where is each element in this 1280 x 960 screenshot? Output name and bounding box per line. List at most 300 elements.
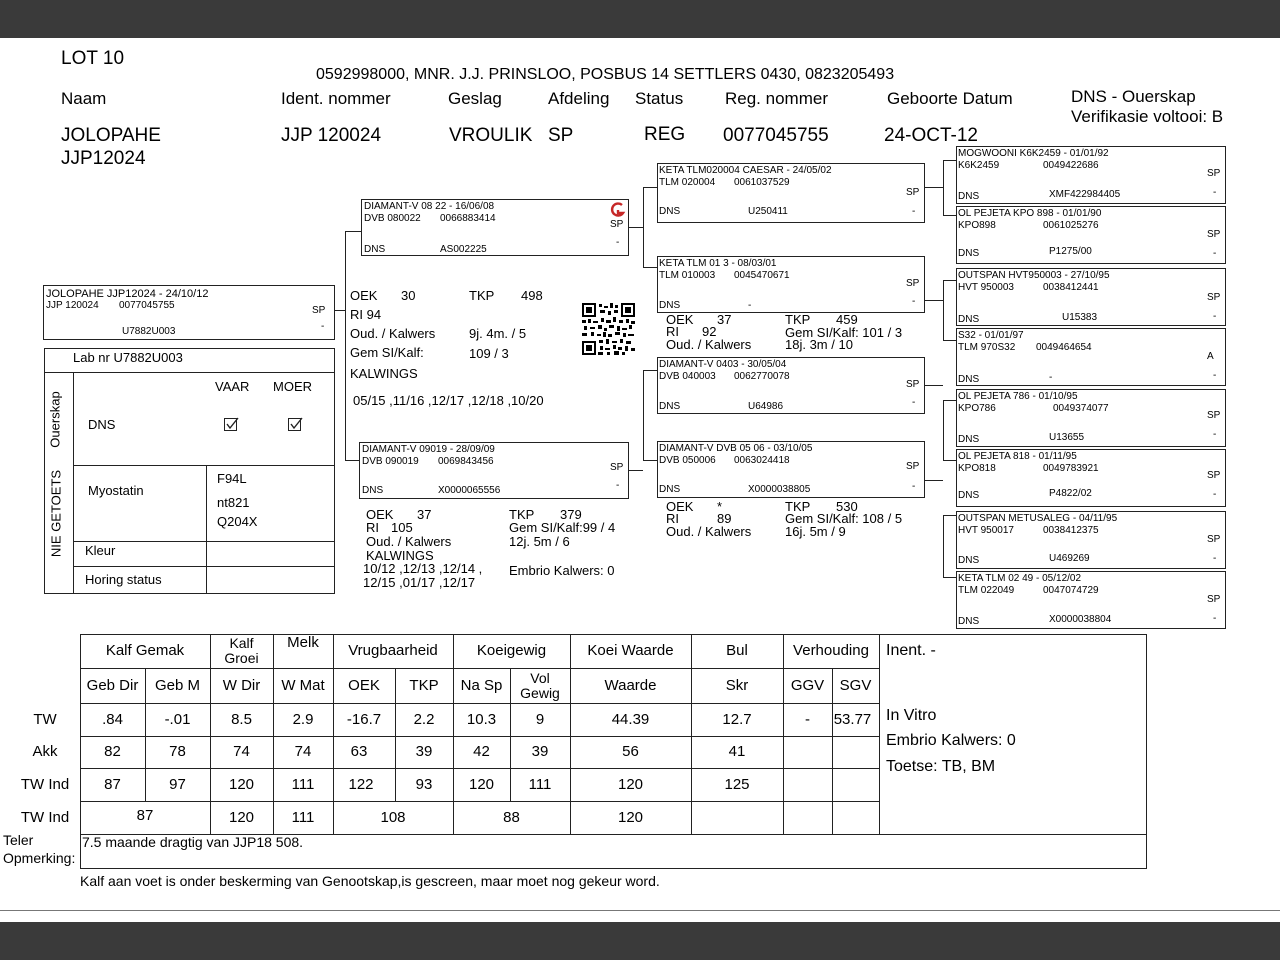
- grandparent-box: [657, 357, 925, 414]
- table-cell: .84: [102, 710, 123, 728]
- gp-dns: U250411: [748, 206, 788, 217]
- subheader: Vol Gewig: [520, 669, 560, 701]
- dam-reg: 0069843456: [438, 456, 494, 467]
- ggp-title: KETA TLM 02 49 - 05/12/02: [958, 573, 1082, 584]
- dam-kalwings-label: KALWINGS: [366, 548, 434, 563]
- gp-oud-value: 16j. 5m / 9: [785, 524, 846, 539]
- footer-note: Kalf aan voet is onder beskerming van Genootskap,is gescreen, maar moet nog gekeur word.: [80, 873, 660, 889]
- moer-checkbox[interactable]: [288, 418, 301, 431]
- ggp-dns-label: DNS: [958, 191, 980, 202]
- value-naam-code: JJP12024: [61, 148, 146, 169]
- oud-value: 9j. 4m. / 5: [469, 326, 527, 341]
- table-cell: 93: [415, 775, 433, 793]
- gp-title: KETA TLM 01 3 - 08/03/01: [659, 258, 777, 269]
- ggp-title: OL PEJETA 786 - 01/10/95: [958, 391, 1078, 402]
- kalwings-label: KALWINGS: [350, 366, 418, 381]
- gp-tkp-label: TKP: [785, 499, 811, 514]
- pedigree-connector: [943, 400, 956, 401]
- gp-dns-label: DNS: [659, 401, 681, 412]
- subheader: TKP: [409, 676, 439, 694]
- animal-dash: -: [321, 321, 325, 332]
- ggp-breed: A: [1207, 351, 1214, 362]
- table-cell: 44.39: [611, 710, 650, 728]
- ggp-dash: -: [1213, 187, 1217, 198]
- dam-ri-value: 105: [391, 520, 413, 535]
- table-cell: 41: [728, 743, 746, 761]
- gp-id: TLM 020004: [659, 177, 716, 188]
- ggp-dns-label: DNS: [958, 555, 980, 566]
- subheader: Skr: [725, 676, 749, 694]
- ggp-dns: X0000038804: [1049, 614, 1112, 625]
- group-header: Verhouding: [793, 642, 869, 660]
- group-header: Koeigewig: [476, 642, 547, 660]
- table-cell: 56: [622, 743, 639, 761]
- gp-oud-value: 18j. 3m / 10: [785, 337, 853, 352]
- table-cell: 88: [503, 808, 520, 826]
- subheader: Waarde: [604, 676, 657, 694]
- table-cell: 97: [169, 775, 186, 793]
- table-cell: 9: [535, 710, 545, 728]
- ggp-title: OUTSPAN HVT950003 - 27/10/95: [958, 270, 1110, 281]
- table-cell: 39: [531, 743, 549, 761]
- kleur-label: Kleur: [85, 543, 116, 558]
- opmerking-label: Opmerking:: [3, 850, 76, 866]
- ggp-dns: U13655: [1049, 432, 1085, 443]
- table-cell: 82: [104, 743, 121, 761]
- ggp-reg: 0061025276: [1043, 220, 1099, 231]
- ggp-dash: -: [1213, 248, 1217, 259]
- gp-dns: X0000038805: [748, 484, 811, 495]
- gp-gem: Gem SI/Kalf: 108 / 5: [785, 511, 903, 526]
- table-cell: -.01: [164, 710, 191, 728]
- dam-kalwings-dates-2: 12/15 ,01/17 ,12/17: [363, 575, 476, 590]
- pedigree-connector: [629, 470, 643, 471]
- dns-verify: Verifikasie voltooi: B: [1071, 107, 1224, 126]
- label-ident: Ident. nommer: [281, 89, 391, 108]
- grandparent-box: [657, 163, 925, 223]
- dam-oek-label: OEK: [366, 507, 394, 522]
- row-label: TW Ind: [20, 775, 70, 793]
- sire-reg: 0066883414: [440, 213, 496, 224]
- pedigree-connector: [943, 280, 956, 281]
- teler-label: Teler: [3, 832, 34, 848]
- table-cell: 120: [228, 808, 255, 826]
- value-geboorte: 24-OCT-12: [884, 125, 978, 146]
- sire-dash: -: [616, 237, 620, 248]
- animal-breed: SP: [312, 305, 326, 316]
- dam-oud-label: Oud. / Kalwers: [366, 534, 452, 549]
- ggp-id: KPO786: [958, 403, 996, 414]
- label-reg: Reg. nommer: [725, 89, 828, 108]
- table-cell: 53.77: [833, 710, 872, 728]
- ggp-dns-label: DNS: [958, 434, 980, 445]
- dam-kalwings-dates-1: 10/12 ,12/13 ,12/14 ,: [363, 561, 483, 576]
- lab-rule: [73, 541, 335, 542]
- in-vitro: In Vitro: [886, 707, 937, 724]
- gp-dash: -: [912, 296, 916, 307]
- value-geslag: VROULIK: [449, 125, 533, 146]
- ggp-id: KPO898: [958, 220, 996, 231]
- oek-value: 30: [401, 288, 416, 303]
- ggp-dns-label: DNS: [958, 314, 980, 325]
- gp-reg: 0045470671: [734, 270, 790, 281]
- table-cell: 10.3: [466, 710, 497, 728]
- label-naam: Naam: [61, 89, 107, 108]
- gp-ri-label: RI: [666, 324, 679, 339]
- dam-box: [359, 442, 629, 499]
- group-header: Kalf Groei: [224, 635, 259, 666]
- gp-reg: 0062770078: [734, 371, 790, 382]
- gp-breed: SP: [906, 461, 920, 472]
- sheet-divider: [0, 910, 1280, 911]
- ggp-dash: -: [1213, 613, 1217, 624]
- subheader: Geb Dir: [86, 676, 139, 694]
- table-cell: 120: [228, 775, 255, 793]
- ggp-dash: -: [1213, 429, 1217, 440]
- dam-dns: X0000065556: [438, 485, 501, 496]
- value-status: REG: [644, 124, 686, 145]
- subheader: OEK: [348, 676, 380, 694]
- pedigree-connector: [943, 160, 956, 161]
- great-grandparent-box: [956, 511, 1226, 569]
- gp-breed: SP: [906, 278, 920, 289]
- pedigree-connector: [943, 515, 944, 577]
- lot-number: LOT 10: [61, 48, 125, 69]
- gp-id: DVB 050006: [659, 455, 716, 466]
- table-cell: 42: [473, 743, 490, 761]
- ggp-title: OL PEJETA 818 - 01/11/95: [958, 451, 1077, 462]
- table-cell: 87: [104, 775, 121, 793]
- ggp-reg: 0049374077: [1053, 403, 1109, 414]
- group-header: Melk: [287, 634, 319, 652]
- myostatin-value-2: nt821: [217, 495, 250, 510]
- value-naam: JOLOPAHE: [61, 125, 161, 146]
- table-cell: -: [805, 710, 810, 728]
- gp-reg: 0061037529: [734, 177, 790, 188]
- pedigree-connector: [925, 187, 943, 188]
- pedigree-connector: [643, 187, 657, 188]
- ggp-dns: P4822/02: [1049, 488, 1092, 499]
- gem-value: 109 / 3: [469, 346, 509, 361]
- pedigree-connector: [345, 231, 346, 460]
- ggp-id: HVT 950003: [958, 282, 1014, 293]
- dam-breed: SP: [610, 462, 624, 473]
- lab-rule-vertical: [73, 373, 74, 594]
- gp-dns-label: DNS: [659, 300, 681, 311]
- great-grandparent-box: [956, 268, 1226, 326]
- table-cell: 39: [415, 743, 433, 761]
- table-cell: 12.7: [722, 710, 752, 728]
- pedigree-connector: [943, 280, 944, 340]
- dam-embrio: Embrio Kalwers: 0: [509, 563, 615, 578]
- ggp-dns-label: DNS: [958, 490, 980, 501]
- pedigree-connector: [943, 160, 944, 215]
- dns-title: DNS - Ouerskap: [1071, 87, 1196, 106]
- ggp-dns: -: [1049, 372, 1053, 383]
- table-cell: 74: [233, 743, 250, 761]
- ggp-title: OUTSPAN METUSALEG - 04/11/95: [958, 513, 1118, 524]
- subheader: W Mat: [281, 676, 325, 694]
- ggp-breed: SP: [1207, 534, 1221, 545]
- group-header: Koei Waarde: [587, 642, 674, 660]
- pedigree-connector: [925, 480, 943, 481]
- ggp-id: TLM 022049: [958, 585, 1015, 596]
- great-grandparent-box: [956, 146, 1226, 204]
- oek-label: OEK: [350, 288, 378, 303]
- ggp-dash: -: [1213, 370, 1217, 381]
- value-afdeling: SP: [548, 125, 574, 146]
- vaar-checkbox[interactable]: [224, 418, 237, 431]
- ggp-dns-label: DNS: [958, 374, 980, 385]
- dns-row-label: DNS: [88, 417, 116, 432]
- subheader: W Dir: [222, 676, 261, 694]
- gp-title: DIAMANT-V 0403 - 30/05/04: [659, 359, 787, 370]
- table-cell: 74: [294, 743, 312, 761]
- sire-id: DVB 080022: [364, 213, 421, 224]
- table-cell: 125: [724, 775, 750, 793]
- dam-oek-value: 37: [417, 507, 432, 522]
- animal-box: [43, 285, 335, 340]
- group-header: Kalf Gemak: [105, 642, 185, 660]
- gp-tkp-value: 459: [836, 312, 858, 327]
- pedigree-connector: [943, 340, 956, 341]
- table-cell: 8.5: [231, 710, 252, 728]
- sire-dns-label: DNS: [364, 244, 386, 255]
- ggp-reg: 0047074729: [1043, 585, 1099, 596]
- table-cell: 78: [169, 743, 186, 761]
- gp-title: KETA TLM020004 CAESAR - 24/05/02: [659, 165, 832, 176]
- gp-dash: -: [912, 481, 916, 492]
- ggp-id: HVT 950017: [958, 525, 1014, 536]
- remark-text: 7.5 maande dragtig van JJP18 508.: [82, 834, 304, 850]
- dam-dns-label: DNS: [362, 485, 384, 496]
- gp-dns: U64986: [748, 401, 784, 412]
- pedigree-connector: [335, 310, 345, 311]
- ggp-reg: 0038412441: [1043, 282, 1099, 293]
- gp-dns: -: [748, 300, 752, 311]
- ggp-id: TLM 970S32: [958, 342, 1016, 353]
- gp-breed: SP: [906, 379, 920, 390]
- dam-title: DIAMANT-V 09019 - 28/09/09: [362, 444, 495, 455]
- pedigree-connector: [943, 400, 944, 460]
- table-cell: 111: [291, 808, 315, 826]
- vaar-header: VAAR: [215, 379, 250, 394]
- grandparent-box: [657, 256, 925, 313]
- row-label: TW Ind: [20, 808, 70, 826]
- table-cell: 120: [617, 808, 644, 826]
- table-cell: -16.7: [346, 710, 382, 728]
- ggp-dns: U15383: [1062, 312, 1098, 323]
- gp-oud-label: Oud. / Kalwers: [666, 337, 752, 352]
- pedigree-connector: [925, 385, 943, 386]
- table-cell: 120: [468, 775, 495, 793]
- animal-dns: U7882U003: [122, 326, 176, 337]
- label-geboorte: Geboorte Datum: [887, 89, 1013, 108]
- gp-oud-label: Oud. / Kalwers: [666, 524, 752, 539]
- ggp-id: K6K2459: [958, 160, 1000, 171]
- dam-id: DVB 090019: [362, 456, 419, 467]
- gp-ri-value: 89: [717, 511, 732, 526]
- ggp-title: OL PEJETA KPO 898 - 01/01/90: [958, 208, 1102, 219]
- dam-oud-value: 12j. 5m / 6: [509, 534, 570, 549]
- subheader: Na Sp: [460, 676, 503, 694]
- pedigree-connector: [925, 300, 943, 301]
- nie-getoets-label: NIE GETOETS: [48, 469, 64, 558]
- table-cell: 2.2: [413, 710, 435, 728]
- gp-breed: SP: [906, 187, 920, 198]
- dam-dash: -: [616, 480, 620, 491]
- pedigree-connector: [643, 370, 644, 460]
- gp-dash: -: [912, 206, 916, 217]
- pedigree-connector: [943, 577, 956, 578]
- kalwings-dates: 05/15 ,11/16 ,12/17 ,12/18 ,10/20: [353, 393, 544, 408]
- gp-dns-label: DNS: [659, 484, 681, 495]
- value-reg: 0077045755: [723, 125, 829, 146]
- sire-breed: SP: [610, 219, 624, 230]
- gp-dns-label: DNS: [659, 206, 681, 217]
- table-cell: 63: [350, 743, 368, 761]
- myostatin-value-3: Q204X: [217, 514, 258, 529]
- lab-rule: [44, 372, 335, 373]
- ggp-dns: U469269: [1049, 553, 1090, 564]
- embrio-kalwers: Embrio Kalwers: 0: [886, 732, 1016, 749]
- animal-title: JOLOPAHE JJP12024 - 24/10/12: [46, 288, 209, 300]
- pedigree-connector: [629, 227, 643, 228]
- gp-tkp-label: TKP: [785, 312, 811, 327]
- dam-ri-label: RI: [366, 520, 379, 535]
- pedigree-connector: [643, 267, 657, 268]
- group-header: Vrugbaarheid: [348, 642, 438, 660]
- toetse: Toetse: TB, BM: [886, 758, 996, 775]
- gem-label: Gem SI/Kalf:: [350, 345, 424, 360]
- great-grandparent-box: [956, 206, 1226, 264]
- gp-ri-label: RI: [666, 511, 679, 526]
- oud-label: Oud. / Kalwers: [350, 326, 436, 341]
- ggp-breed: SP: [1207, 292, 1221, 303]
- gp-ri-value: 92: [702, 324, 717, 339]
- sire-title: DIAMANT-V 08 22 - 16/06/08: [364, 201, 495, 212]
- table-cell: 120: [617, 775, 644, 793]
- sire-dns: AS002225: [440, 244, 487, 255]
- gp-reg: 0063024418: [734, 455, 790, 466]
- pedigree-connector: [643, 370, 657, 371]
- pedigree-connector: [643, 187, 644, 267]
- table-cell: 2.9: [292, 710, 314, 728]
- ggp-reg: 0049464654: [1036, 342, 1092, 353]
- dam-tkp-label: TKP: [509, 507, 535, 522]
- gp-gem: Gem SI/Kalf: 101 / 3: [785, 325, 903, 340]
- lab-nr: Lab nr U7882U003: [73, 350, 183, 365]
- animal-ident: JJP 120024: [46, 300, 99, 311]
- gp-title: DIAMANT-V DVB 05 06 - 03/10/05: [659, 443, 813, 454]
- lab-rule: [73, 566, 335, 567]
- gp-id: TLM 010003: [659, 270, 716, 281]
- table-cell: 111: [291, 775, 315, 793]
- label-afdeling: Afdeling: [548, 89, 610, 108]
- ggp-id: KPO818: [958, 463, 996, 474]
- ggp-dash: -: [1213, 489, 1217, 500]
- value-ident: JJP 120024: [281, 125, 382, 146]
- ggp-title: S32 - 01/01/97: [958, 330, 1024, 341]
- gp-oek-value: 37: [717, 312, 732, 327]
- ggp-title: MOGWOONI K6K2459 - 01/01/92: [958, 148, 1109, 159]
- ggp-breed: SP: [1207, 168, 1221, 179]
- table-cell: 111: [528, 775, 552, 793]
- subheader: Geb M: [154, 676, 200, 694]
- great-grandparent-box: [956, 328, 1226, 386]
- horing-label: Horing status: [85, 572, 162, 587]
- ouerskap-label: Ouerskap: [47, 391, 63, 448]
- inent: Inent. -: [886, 642, 936, 659]
- animal-reg: 0077045755: [119, 300, 175, 311]
- pedigree-connector: [943, 215, 956, 216]
- great-grandparent-box: [956, 571, 1226, 629]
- bottom-bar: [0, 922, 1280, 960]
- gp-oek-label: OEK: [666, 499, 694, 514]
- ggp-dash: -: [1213, 311, 1217, 322]
- subheader: GGV: [790, 676, 825, 694]
- gp-tkp-value: 530: [836, 499, 858, 514]
- pedigree-connector: [943, 515, 956, 516]
- ggp-dns-label: DNS: [958, 616, 980, 627]
- table-cell: 108: [380, 808, 406, 826]
- ggp-breed: SP: [1207, 229, 1221, 240]
- pedigree-connector: [943, 460, 956, 461]
- ggp-reg: 0049783921: [1043, 463, 1099, 474]
- table-cell: 122: [348, 775, 374, 793]
- lab-rule-vertical: [206, 466, 207, 594]
- myostatin-value-1: F94L: [217, 471, 247, 486]
- great-grandparent-box: [956, 449, 1226, 507]
- dam-tkp-value: 379: [560, 507, 582, 522]
- owner-line: 0592998000, MNR. J.J. PRINSLOO, POSBUS 14 SETTLERS 0430, 0823205493: [316, 66, 895, 83]
- gp-oek-label: OEK: [666, 312, 694, 327]
- sire-box: [361, 199, 629, 256]
- tkp-value: 498: [521, 288, 543, 303]
- tkp-label: TKP: [469, 288, 495, 303]
- lab-rule: [73, 465, 335, 466]
- ggp-reg: 0038412375: [1043, 525, 1099, 536]
- gp-oek-value: *: [717, 499, 723, 514]
- ggp-reg: 0049422686: [1043, 160, 1099, 171]
- ggp-dns: XMF422984405: [1049, 189, 1121, 200]
- subheader: SGV: [839, 676, 872, 694]
- ggp-breed: SP: [1207, 594, 1221, 605]
- great-grandparent-box: [956, 389, 1226, 447]
- qr-code-icon: [582, 303, 635, 355]
- group-header: Bul: [726, 642, 748, 660]
- ggp-dash: -: [1213, 553, 1217, 564]
- moer-header: MOER: [273, 379, 312, 394]
- row-label: Akk: [32, 743, 58, 761]
- pedigree-connector: [345, 231, 361, 232]
- pedigree-connector: [643, 460, 657, 461]
- label-geslag: Geslag: [448, 89, 502, 108]
- dam-gem: Gem SI/Kalf:99 / 4: [509, 520, 616, 535]
- top-bar: [0, 0, 1280, 38]
- award-icon: [610, 202, 626, 218]
- gp-dash: -: [912, 397, 916, 408]
- ggp-breed: SP: [1207, 470, 1221, 481]
- table-cell: 87: [136, 807, 154, 825]
- gp-id: DVB 040003: [659, 371, 716, 382]
- ri-value: RI 94: [350, 307, 382, 322]
- grandparent-box: [657, 441, 925, 498]
- label-status: Status: [635, 89, 684, 108]
- table-rule-vertical: [879, 634, 880, 834]
- ggp-dns: P1275/00: [1049, 246, 1092, 257]
- row-label: TW: [33, 710, 57, 728]
